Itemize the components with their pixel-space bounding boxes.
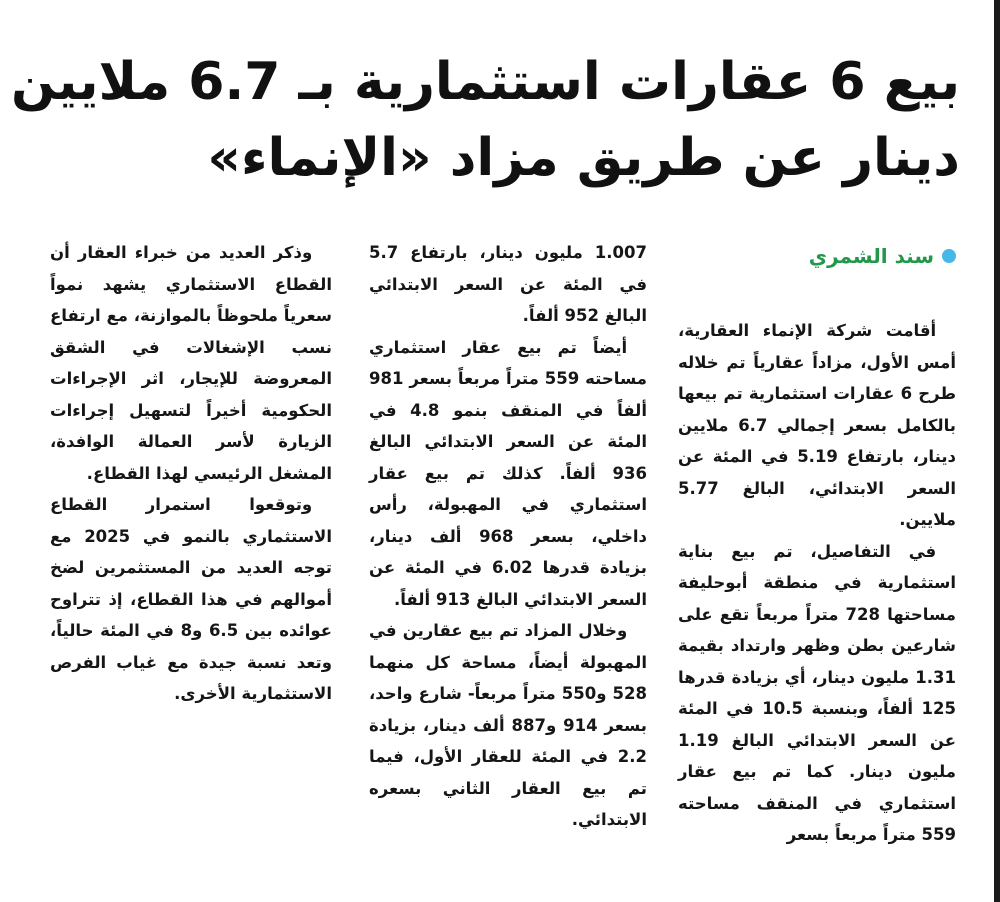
article-column-1 xyxy=(678,315,956,851)
headline-line-1: بيع 6 عقارات استثمارية بـ 6.7 ملايين xyxy=(10,52,960,112)
article-column-3 xyxy=(50,237,332,710)
page-edge-rule xyxy=(994,0,1000,902)
paragraph: أقامت شركة الإنماء العقارية، أمس الأول، مزاداً عقارياً تم خلاله طرح 6 عقارات استثمارية تم بيعها بالكامل بسعر إجمالي 6.7 ملايين دينار، بارتفاع 5.19 في المئة عن السعر الابتدائي، البالغ 5.77 ملايين. xyxy=(678,321,956,529)
byline-bullet-icon xyxy=(942,249,956,263)
author-name: سند الشمري xyxy=(808,244,934,268)
paragraph: وتوقعوا استمرار القطاع الاستثماري بالنمو في 2025 مع توجه العديد من المستثمرين لضخ أموالهم في هذا القطاع، إذ تتراوح عوائده بين 6.5 و8 في المئة حالياً، وتعد نسبة جيدة مع غياب الفرص الاستثمارية الأخرى. xyxy=(50,495,332,703)
paragraph: 1.007 مليون دينار، بارتفاع 5.7 في المئة عن السعر الابتدائي البالغ 952 ألفاً. xyxy=(369,243,647,325)
paragraph: أيضاً تم بيع عقار استثماري مساحته 559 متراً مربعاً بسعر 981 ألفاً في المنقف بنمو 4.8 في المئة عن السعر الابتدائي البالغ 936 ألفاً. كذلك تم بيع عقار استثماري في المهبولة، رأس داخلي، بسعر 968 ألف دينار، بزيادة قدرها 6.02 في المئة عن السعر الابتدائي البالغ 913 ألفاً. xyxy=(369,337,647,609)
article-headline xyxy=(10,44,960,196)
article-column-2 xyxy=(369,237,647,836)
paragraph: في التفاصيل، تم بيع بناية استثمارية في منطقة أبوحليفة مساحتها 728 متراً مربعاً تقع على شارعين بطن وظهر وارتداد بقيمة 1.31 مليون دينار، أي بزيادة قدرها 125 ألفاً، وبنسبة 10.5 في المئة عن السعر الابتدائي البالغ 1.19 مليون دينار. كما تم بيع عقار استثماري في المنقف مساحته 559 متراً مربعاً بسعر xyxy=(678,541,956,844)
byline xyxy=(809,244,956,268)
headline-line-2: دينار عن طريق مزاد «الإنماء» xyxy=(207,128,960,188)
paragraph: وذكر العديد من خبراء العقار أن القطاع الاستثماري يشهد نمواً سعرياً ملحوظاً بالموازنة، مع ارتفاع نسب الإشغالات في الشقق المعروضة للإيجار، اثر الإجراءات الحكومية أخيراً لتسهيل إجراءات الزيارة لأسر العمالة الوافدة، المشغل الرئيسي لهذا القطاع. xyxy=(50,243,332,483)
paragraph: وخلال المزاد تم بيع عقارين في المهبولة أيضاً، مساحة كل منهما 528 و550 متراً مربعاً- شارع واحد، بسعر 914 و887 ألف دينار، بزيادة 2.2 في المئة للعقار الأول، فيما تم بيع العقار الثاني بسعره الابتدائي. xyxy=(369,621,647,829)
